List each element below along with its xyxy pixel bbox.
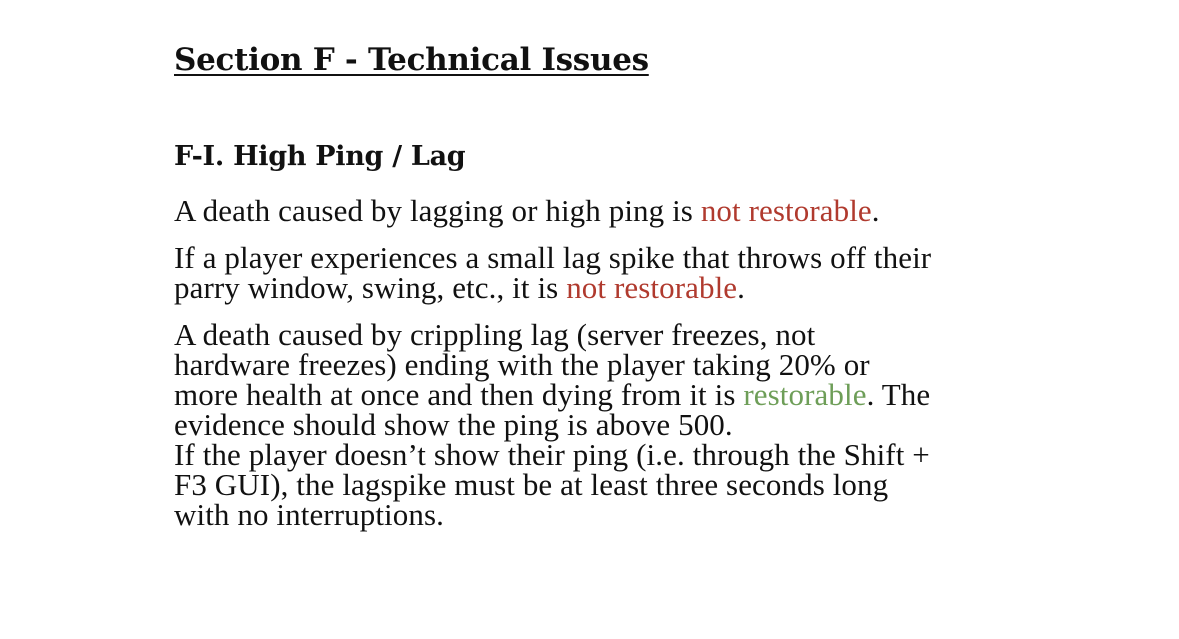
paragraph-text: . The evidence should show the ping is above 500. <box>174 377 931 442</box>
not-restorable-label: not restorable <box>566 270 738 305</box>
paragraph-text: If a player experiences a small lag spike that throws off their parry window, swing, etc., it is <box>174 240 932 305</box>
paragraph-text: A death caused by crippling lag (server freezes, not hardware freezes) ending with the player taking 20% or more health at once and then dying from it is <box>174 317 870 412</box>
paragraph-text: . <box>737 270 746 305</box>
paragraph-text: A death caused by lagging or high ping is <box>174 193 701 228</box>
restorable-label: restorable <box>743 377 867 412</box>
paragraph-crippling-lag <box>174 317 934 442</box>
paragraph-text: . <box>871 193 880 228</box>
paragraph-lag-death <box>174 193 934 228</box>
paragraph-lag-spike <box>174 240 934 305</box>
paragraph-no-ping-shown: If the player doesn’t show their ping (i.e. through the Shift + F3 GUI), the lagspike must be at least three seconds long with no interruptions. <box>174 437 930 532</box>
not-restorable-label: not restorable <box>700 193 872 228</box>
section-title: Section F - Technical Issues <box>174 42 649 78</box>
document-content <box>174 38 934 530</box>
subsection-title: F-I. High Ping / Lag <box>174 141 466 172</box>
